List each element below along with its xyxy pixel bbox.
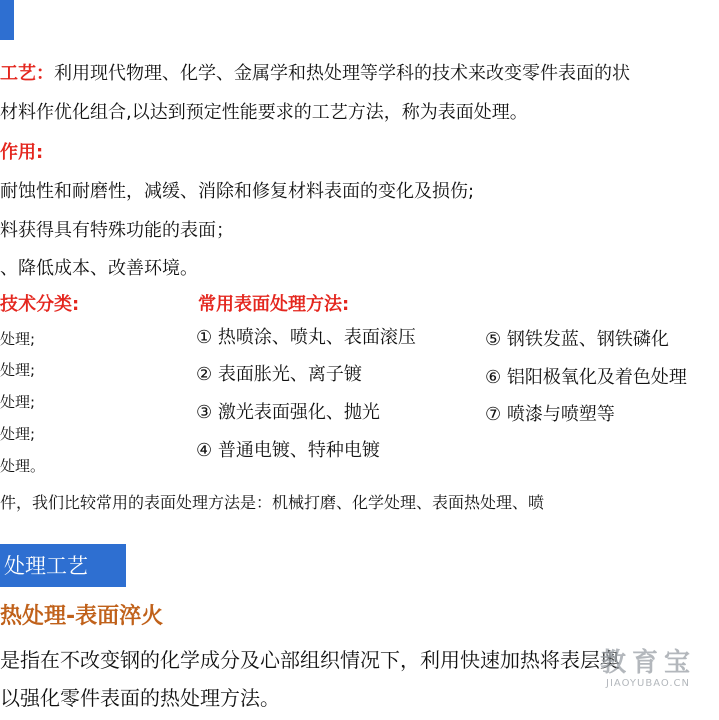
methods-heading: 常用表面处理方法: — [198, 294, 350, 315]
classification-item: 处理; — [0, 330, 36, 348]
function-item: 、降低成本、改善环境。 — [0, 258, 198, 279]
section2-tab-label: 处理工艺 — [4, 553, 88, 578]
method-item: ⑥ 铝阳极氧化及着色处理 — [485, 367, 687, 388]
section2-line2: 以强化零件表面的热处理方法。 — [0, 686, 280, 710]
function-item: 料获得具有特殊功能的表面； — [0, 220, 234, 241]
definition-text-1: 利用现代物理、化学、金属学和热处理等学科的技术来改变零件表面的状 — [54, 63, 630, 84]
method-item: ⑦ 喷漆与喷塑等 — [485, 404, 615, 425]
watermark-logo — [588, 648, 708, 690]
classification-heading: 技术分类: — [0, 294, 80, 315]
function-item: 耐蚀性和耐磨性，减缓、消除和修复材料表面的变化及损伤; — [0, 181, 475, 202]
section2-subheading: 热处理-表面淬火 — [0, 604, 164, 629]
section2-line1: 是指在不改变钢的化学成分及心部组织情况下，利用快速加热将表层奥 — [0, 648, 620, 672]
classification-item: 处理。 — [0, 457, 46, 475]
classification-item: 处理; — [0, 425, 36, 443]
section1-tab — [0, 0, 14, 40]
method-item: ② 表面胀光、离子镀 — [196, 364, 362, 385]
watermark-text-en: JIAOYUBAO.CN — [606, 678, 690, 689]
definition-line2: 材料作优化组合,以达到预定性能要求的工艺方法，称为表面处理。 — [0, 102, 528, 123]
method-item: ④ 普通电镀、特种电镀 — [196, 440, 380, 461]
classification-item: 处理; — [0, 393, 36, 411]
method-item: ① 热喷涂、喷丸、表面滚压 — [196, 327, 416, 348]
definition-line1 — [0, 62, 630, 86]
watermark-text-cn: 教育宝 — [599, 648, 696, 678]
classification-item: 处理; — [0, 361, 36, 379]
summary-text: 件，我们比较常用的表面处理方法是：机械打磨、化学处理、表面热处理、喷 — [0, 493, 545, 512]
definition-label: 工艺： — [0, 63, 54, 84]
method-item: ⑤ 钢铁发蓝、钢铁磷化 — [485, 329, 669, 350]
function-heading: 作用: — [0, 142, 44, 163]
section2-tab — [0, 544, 126, 587]
method-item: ③ 激光表面强化、抛光 — [196, 402, 380, 423]
